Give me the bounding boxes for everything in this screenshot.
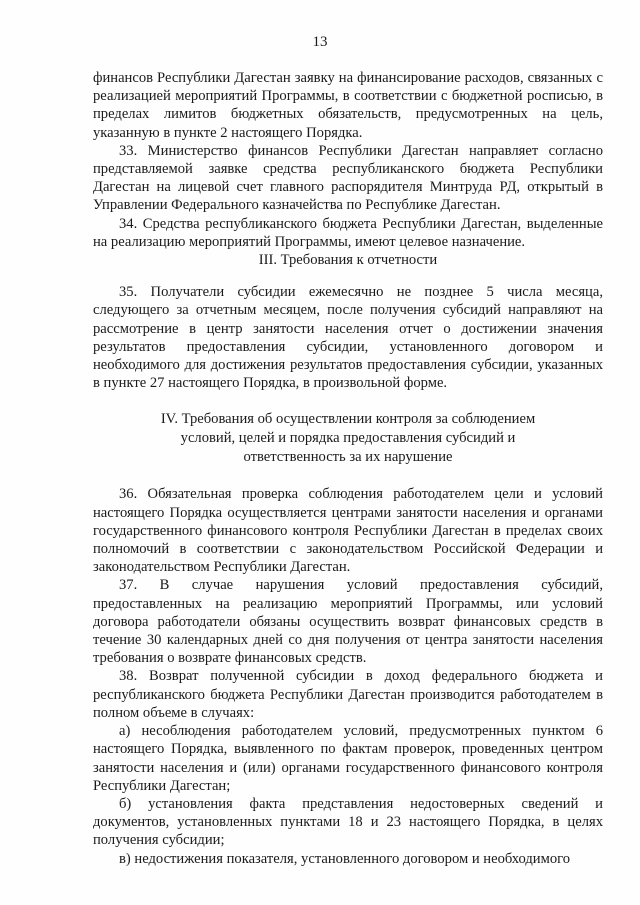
paragraph-32-continuation: финансов Республики Дагестан заявку на финансирование расходов, связанных с реализацией мероприятий Программы, в соответствии с бюджетной росписью, в пределах лимитов бюджетных обязательств, предусмотренных на цель, указанную в пункте 2 настоящего Порядка. bbox=[93, 70, 603, 141]
paragraph-38-a: а) несоблюдения работодателем условий, предусмотренных пунктом 6 настоящего Порядка, выявленного по фактам проверок, проведенных центром занятости населения и (или) органами государственного финансового контроля Республики Дагестан; bbox=[93, 723, 603, 794]
paragraph-38: 38. Возврат полученной субсидии в доход федерального бюджета и республиканского бюджета Республики Дагестан производится работодателем в полном объеме в случаях: bbox=[93, 668, 603, 721]
section-3-title: III. Требования к отчетности bbox=[258, 252, 438, 269]
page-number: 13 bbox=[312, 34, 328, 50]
section-4-title-line-2: условий, целей и порядка предоставления субсидий и bbox=[180, 430, 516, 447]
paragraph-35: 35. Получатели субсидии ежемесячно не позднее 5 числа месяца, следующего за отчетным месяцем, после получения субсидий направляют на рассмотрение в центр занятости населения отчет о достижении значения результатов предоставления субсидии, установленного договором и необходимого для достижения результатов предоставления субсидии, указанных в пункте 27 настоящего Порядка, в произвольной форме. bbox=[93, 284, 603, 392]
section-4-title-line-1: IV. Требования об осуществлении контроля за соблюдением bbox=[160, 411, 536, 428]
paragraph-38-b: б) установления факта представления недостоверных сведений и документов, установленных пунктами 18 и 23 настоящего Порядка, в целях получения субсидии; bbox=[93, 795, 603, 849]
paragraph-36: 36. Обязательная проверка соблюдения работодателем цели и условий настоящего Порядка осуществляется центрами занятости населения и органами государственного финансового контроля Республики Дагестан в пределах своих полномочий в соответствии с законодательством Российской Федерации и законодательством Республики Дагестан. bbox=[93, 486, 603, 576]
section-4-title bbox=[93, 410, 603, 467]
paragraph-34: 34. Средства республиканского бюджета Республики Дагестан, выделенные на реализацию мероприятий Программы, имеют целевое назначение. bbox=[93, 215, 603, 250]
paragraph-37: 37. В случае нарушения условий предоставления субсидий, предоставленных на реализацию мероприятий Программы, или условий договора работодатели обязаны осуществить возврат финансовых средств в течение 30 календарных дней со дня получения от центра занятости населения требования о возврате финансовых средств. bbox=[93, 577, 603, 667]
document-body bbox=[93, 69, 603, 868]
paragraph-38-c: в) недостижения показателя, установленного договором и необходимого bbox=[119, 850, 571, 867]
paragraph-33: 33. Министерство финансов Республики Дагестан направляет согласно представляемой заявке средства республиканского бюджета Республики Дагестан на лицевой счет главного распорядителя Минтруда РД, открытый в Управлении Федерального казначейства по Республике Дагестан. bbox=[93, 142, 603, 214]
section-4-title-line-3: ответственность за их нарушение bbox=[243, 449, 453, 466]
